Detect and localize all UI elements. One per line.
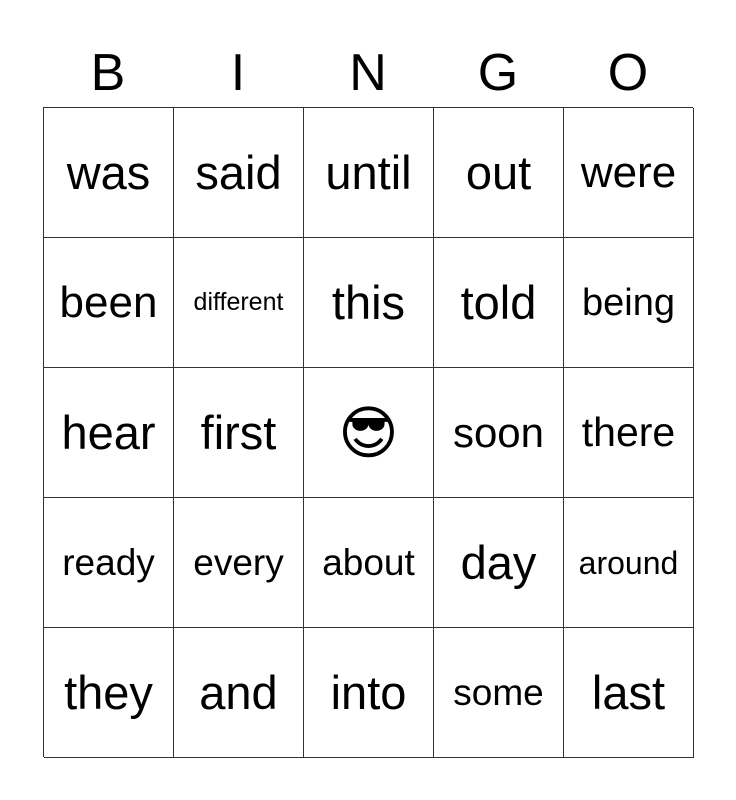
bingo-cell-r5-c2[interactable]: and [174,628,304,758]
header-letter-n: N [349,44,387,102]
bingo-cell-r5-c3[interactable]: into [304,628,434,758]
bingo-cell-r5-c1[interactable]: they [44,628,174,758]
bingo-cell-r2-c5[interactable]: being [564,238,694,368]
bingo-card [43,107,693,757]
bingo-cell-r2-c3[interactable]: this [304,238,434,368]
bingo-cell-r1-c4[interactable]: out [434,108,564,238]
header-letter-g: G [477,44,519,102]
header-letter-b: B [90,44,126,102]
bingo-cell-r5-c5[interactable]: last [564,628,694,758]
bingo-cell-r4-c5[interactable]: around [564,498,694,628]
bingo-cell-r4-c2[interactable]: every [174,498,304,628]
bingo-cell-r2-c2[interactable]: different [174,238,304,368]
bingo-cell-r3-c2[interactable]: first [174,368,304,498]
bingo-cell-r1-c3[interactable]: until [304,108,434,238]
bingo-cell-r1-c1[interactable]: was [44,108,174,238]
bingo-cell-r4-c3[interactable]: about [304,498,434,628]
bingo-cell-r3-c5[interactable]: there [564,368,694,498]
bingo-cell-r3-c4[interactable]: soon [434,368,564,498]
bingo-cell-r5-c4[interactable]: some [434,628,564,758]
header-letter-o: O [607,44,649,102]
bingo-cell-r4-c4[interactable]: day [434,498,564,628]
bingo-cell-r4-c1[interactable]: ready [44,498,174,628]
free-space-sunglasses-emoji-icon[interactable]: 😎 [304,368,434,498]
header-letter-i: I [230,44,246,102]
bingo-header [43,40,693,106]
bingo-cell-r2-c4[interactable]: told [434,238,564,368]
bingo-cell-r1-c2[interactable]: said [174,108,304,238]
bingo-cell-r3-c1[interactable]: hear [44,368,174,498]
bingo-cell-r1-c5[interactable]: were [564,108,694,238]
bingo-cell-r2-c1[interactable]: been [44,238,174,368]
